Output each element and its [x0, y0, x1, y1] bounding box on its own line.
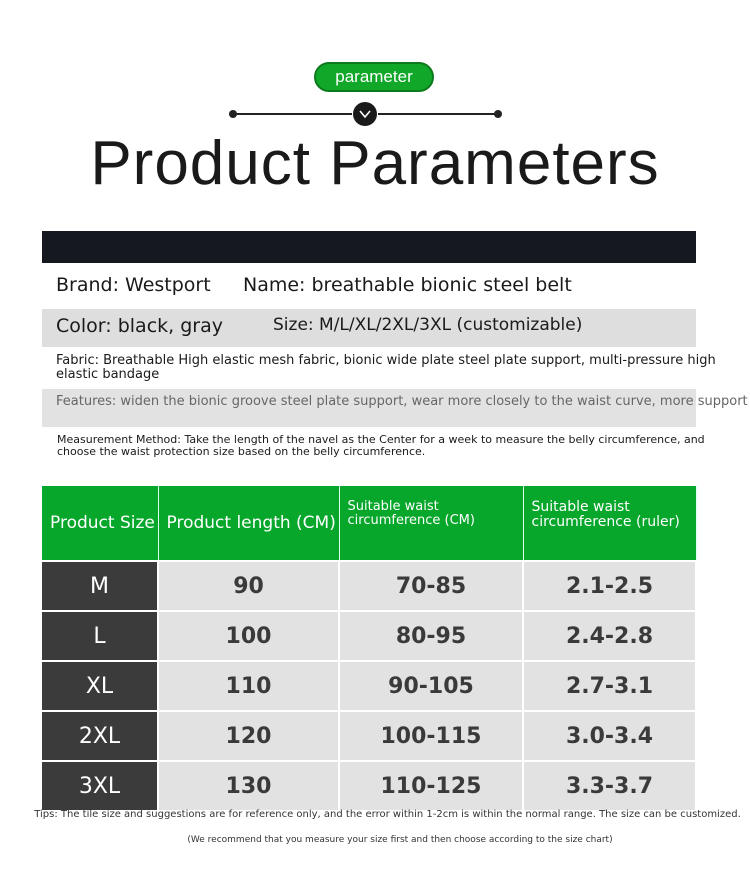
table-row — [42, 561, 696, 611]
parameter-badge: parameter — [314, 62, 434, 92]
waist-cm-cell: 110-125 — [339, 761, 523, 810]
divider-left — [232, 113, 352, 115]
header-product-size: Product Size — [42, 486, 158, 561]
header-bar — [42, 231, 696, 263]
table-row — [42, 661, 696, 711]
features-text: Features: widen the bionic groove steel plate support, wear more closely to the waist curve, more support — [56, 394, 748, 409]
page-title: Product Parameters — [90, 129, 660, 198]
brand-text: Brand: Westport — [56, 274, 211, 296]
header-product-length: Product length (CM) — [158, 486, 339, 561]
divider-dot-right — [494, 110, 502, 118]
spec-row-fabric — [42, 352, 716, 386]
table-row — [42, 761, 696, 810]
size-cell: M — [42, 561, 158, 611]
color-text: Color: black, gray — [56, 315, 223, 337]
size-text: Size: M/L/XL/2XL/3XL (customizable) — [273, 315, 583, 335]
header-waist-ruler: Suitable waist circumference (ruler) — [523, 486, 696, 561]
spec-row-features — [42, 389, 748, 427]
length-cell: 130 — [158, 761, 339, 810]
length-cell: 100 — [158, 611, 339, 661]
waist-ruler-cell: 2.4-2.8 — [523, 611, 696, 661]
waist-ruler-cell: 3.0-3.4 — [523, 711, 696, 761]
length-cell: 90 — [158, 561, 339, 611]
size-cell: 2XL — [42, 711, 158, 761]
waist-cm-cell: 70-85 — [339, 561, 523, 611]
size-cell: L — [42, 611, 158, 661]
spec-row-brand-name — [42, 266, 696, 304]
length-cell: 120 — [158, 711, 339, 761]
measurement-text: Measurement Method: Take the length of the navel as the Center for a week to measure the belly circumference, and choose the waist protection size based on the belly circumference. — [57, 433, 705, 459]
spec-row-color-size — [42, 309, 696, 347]
fabric-text: Fabric: Breathable High elastic mesh fabric, bionic wide plate steel plate support, multi-pressure high elastic bandage — [56, 353, 716, 383]
recommendation-text: (We recommend that you measure your size first and then choose according to the size chart) — [187, 835, 613, 845]
size-cell: 3XL — [42, 761, 158, 810]
table-row — [42, 611, 696, 661]
waist-cm-cell: 80-95 — [339, 611, 523, 661]
spec-row-measurement — [42, 432, 742, 472]
waist-ruler-cell: 3.3-3.7 — [523, 761, 696, 810]
divider-right — [378, 113, 498, 115]
size-table-header — [42, 486, 696, 561]
waist-ruler-cell: 2.1-2.5 — [523, 561, 696, 611]
waist-cm-cell: 100-115 — [339, 711, 523, 761]
divider-dot-left — [229, 110, 237, 118]
name-text: Name: breathable bionic steel belt — [243, 274, 572, 296]
tips-text: Tips: The tile size and suggestions are for reference only, and the error within 1-2cm is within the normal range. The size can be customized. — [34, 809, 741, 820]
table-row — [42, 711, 696, 761]
waist-cm-cell: 90-105 — [339, 661, 523, 711]
waist-ruler-cell: 2.7-3.1 — [523, 661, 696, 711]
header-waist-cm: Suitable waist circumference (CM) — [339, 486, 523, 561]
length-cell: 110 — [158, 661, 339, 711]
size-table — [42, 486, 697, 810]
size-cell: XL — [42, 661, 158, 711]
chevron-down-icon — [353, 102, 377, 126]
